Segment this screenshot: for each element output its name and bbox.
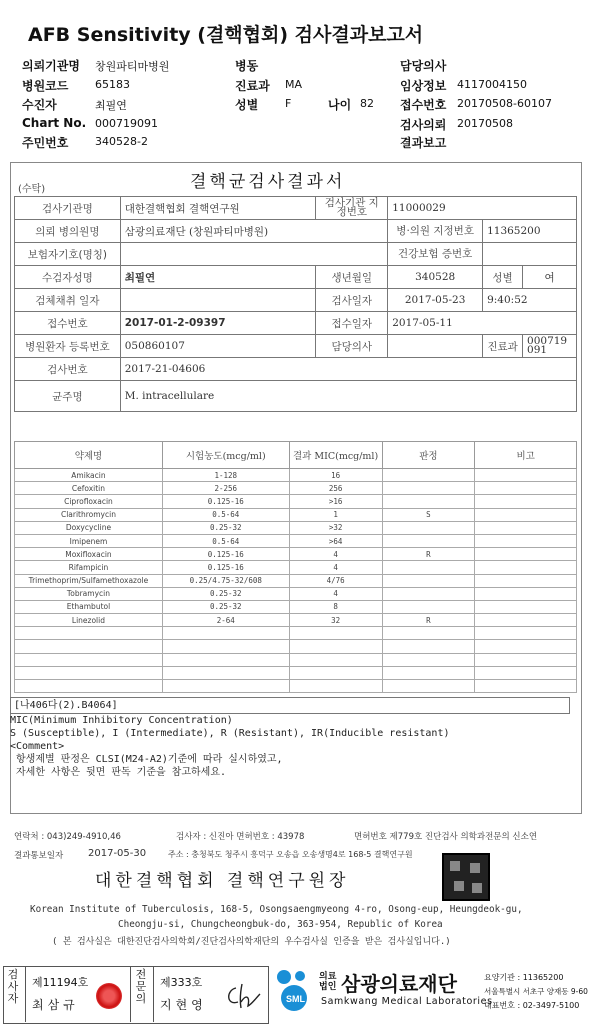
- test-concentration: [162, 627, 289, 640]
- header-drug: 약제명: [15, 442, 163, 469]
- code-value: 65183: [95, 78, 130, 91]
- susceptibility-table: [14, 441, 577, 693]
- receipt-no-label: 접수번호: [15, 312, 121, 335]
- interpretation: R: [382, 548, 475, 561]
- remarks: [475, 614, 577, 627]
- test-concentration: [162, 653, 289, 666]
- mic-result: [289, 627, 382, 640]
- sml-logo-text: SML: [286, 994, 305, 1004]
- test-concentration: 0.125-16: [162, 561, 289, 574]
- dept-value: MA: [285, 78, 303, 91]
- table-row: [15, 653, 577, 666]
- sex-cell-label: 성별: [483, 266, 523, 289]
- collect-label: 검체채취 일자: [15, 289, 121, 312]
- chart-label: Chart No.: [22, 116, 87, 130]
- age-value: 82: [360, 97, 374, 110]
- table-row: [15, 469, 577, 482]
- drug-name: Ethambutol: [15, 600, 163, 613]
- remarks: [475, 574, 577, 587]
- test-concentration: 0.5-64: [162, 534, 289, 547]
- remarks: [475, 534, 577, 547]
- test-no-label: 검사번호: [15, 358, 121, 381]
- header-interpretation: 판정: [382, 442, 475, 469]
- interpretation: [382, 666, 475, 679]
- hospital-value: 창원파티마병원: [95, 60, 170, 73]
- report-title: AFB Sensitivity (결핵협회) 검사결과보고서: [28, 24, 424, 46]
- insured-label: 보험자기호(명칭): [15, 243, 121, 266]
- interpretation: [382, 653, 475, 666]
- request-value: 20170508: [457, 117, 513, 130]
- interpretation: [382, 600, 475, 613]
- lab-desig-label: 검사기관 지정번호: [316, 197, 388, 220]
- mic-result: 4: [289, 561, 382, 574]
- notes-block: [10, 697, 562, 779]
- drug-name: Doxycycline: [15, 521, 163, 534]
- mic-result: >16: [289, 495, 382, 508]
- test-concentration: 0.25-32: [162, 587, 289, 600]
- header-mic: 결과 MIC(mcg/ml): [289, 442, 382, 469]
- table-row: [15, 680, 577, 693]
- drug-name: Imipenem: [15, 534, 163, 547]
- organism-value: M. intracellulare: [120, 381, 576, 412]
- hospital-label: 의뢰기관명: [22, 59, 80, 73]
- clinical-label: 임상정보: [400, 79, 447, 93]
- org-phone: 대표번호 : 02-3497-5100: [484, 1001, 580, 1010]
- interpretation: [382, 561, 475, 574]
- test-concentration: 0.25-32: [162, 600, 289, 613]
- patient-value: 최필연: [95, 99, 127, 112]
- reg-label: 병원환자 등록번호: [15, 335, 121, 358]
- drug-name: Clarithromycin: [15, 508, 163, 521]
- patient-label: 수진자: [22, 98, 57, 112]
- interpretation: [382, 574, 475, 587]
- mic-result: 1: [289, 508, 382, 521]
- age-label: 나이: [328, 98, 352, 112]
- receipt-value: 20170508-60107: [457, 97, 552, 110]
- receipt-no-value: 2017-01-2-09397: [120, 312, 316, 335]
- chart-value: 000719091: [95, 117, 158, 130]
- drug-name: Trimethoprim/Sulfamethoxazole: [15, 574, 163, 587]
- test-date-value: 2017-05-23: [388, 289, 483, 312]
- request-label: 검사의뢰: [400, 118, 447, 132]
- table-row: [15, 548, 577, 561]
- organism-label: 균주명: [15, 381, 121, 412]
- examiner-name: 최삼규: [32, 998, 79, 1012]
- table-row: [15, 482, 577, 495]
- test-date-label: 검사일자: [316, 289, 388, 312]
- drug-name: [15, 680, 163, 693]
- test-concentration: [162, 666, 289, 679]
- remarks: [475, 600, 577, 613]
- signature-image: [222, 980, 262, 1012]
- org-inst-code: 요양기관 : 11365200: [484, 973, 564, 982]
- contact-text: 연락처 : 043)249-4910,46: [14, 832, 121, 842]
- patient-info-table: [14, 196, 577, 412]
- org-name: 삼광의료재단: [341, 972, 457, 996]
- examiner-text: 검사자 : 신진아 면허번호 : 43978: [176, 832, 305, 842]
- lab-inst-label: 검사기관명: [15, 197, 121, 220]
- mic-result: [289, 666, 382, 679]
- ref-hosp-value: 삼광의료재단 (창원파티마병원): [120, 220, 387, 243]
- drug-name: [15, 666, 163, 679]
- dob-label: 생년월일: [316, 266, 388, 289]
- interpretation: [382, 482, 475, 495]
- table-row: [15, 587, 577, 600]
- drug-name: Cefoxitin: [15, 482, 163, 495]
- institute-address-en-1: Korean Institute of Tuberculosis, 168-5, Osongsaengmyeong 4-ro, Osong-eup, Heungdeok-gu,: [30, 904, 523, 915]
- mic-result: 32: [289, 614, 382, 627]
- notes-code: [나406다(2).B4064]: [10, 697, 570, 714]
- org-type: 의료 법인: [319, 972, 337, 992]
- drug-name: Amikacin: [15, 469, 163, 482]
- clinical-value: 4117004150: [457, 78, 527, 91]
- remarks: [475, 508, 577, 521]
- reg-value: 050860107: [120, 335, 316, 358]
- mic-result: >32: [289, 521, 382, 534]
- official-seal-stamp: [442, 853, 490, 901]
- rrn-label: 주민번호: [22, 136, 69, 150]
- report-label: 결과보고: [400, 136, 447, 150]
- sex-value: F: [285, 97, 292, 110]
- remarks: [475, 653, 577, 666]
- dob-value: 340528: [388, 266, 483, 289]
- remarks: [475, 680, 577, 693]
- interpretation: [382, 521, 475, 534]
- table-row: [15, 640, 577, 653]
- notes-comment-2: 자세한 사항은 뒷면 판독 기준을 참고하세요.: [16, 767, 227, 778]
- drug-name: Linezolid: [15, 614, 163, 627]
- notes-comment-1: 항생제별 판정은 CLSI(M24-A2)기준에 따라 실시하였고,: [16, 754, 283, 765]
- test-concentration: 0.5-64: [162, 508, 289, 521]
- org-name-en: Samkwang Medical Laboratories: [321, 996, 493, 1007]
- remarks: [475, 561, 577, 574]
- remarks: [475, 495, 577, 508]
- interpretation: [382, 680, 475, 693]
- mic-result: [289, 680, 382, 693]
- sex-label: 성별: [235, 98, 259, 112]
- ref-desig-value: 11365200: [483, 220, 577, 243]
- institute-name-kr: 대한결핵협회 결핵연구원장: [95, 871, 350, 891]
- mic-result: 4: [289, 587, 382, 600]
- test-time-value: 9:40:52: [483, 289, 577, 312]
- mic-result: [289, 653, 382, 666]
- interpretation: [382, 495, 475, 508]
- lab-inst-value: 대한결핵협회 결핵연구원: [120, 197, 316, 220]
- remarks: [475, 627, 577, 640]
- confirm-vertical-label: 전문의: [135, 968, 147, 1005]
- license-text: 면허번호 제779호 진단검사 의학과전문의 신소연: [354, 832, 538, 842]
- notes-comment-label: <Comment>: [10, 741, 65, 752]
- remarks: [475, 548, 577, 561]
- drug-name: Ciprofloxacin: [15, 495, 163, 508]
- test-concentration: 0.125-16: [162, 548, 289, 561]
- mic-result: 8: [289, 600, 382, 613]
- dept-label: 진료과: [235, 79, 270, 93]
- doctor-cell-label: 담당의사: [316, 335, 388, 358]
- test-concentration: 2-256: [162, 482, 289, 495]
- remarks: [475, 640, 577, 653]
- test-concentration: 0.125-16: [162, 495, 289, 508]
- table-row: [15, 627, 577, 640]
- header-concentration: 시험농도(mcg/ml): [162, 442, 289, 469]
- drug-name: [15, 653, 163, 666]
- interpretation: [382, 640, 475, 653]
- test-concentration: 2-64: [162, 614, 289, 627]
- examiner-license-no: 제11194호: [32, 976, 89, 989]
- consignment-tag: (수탁): [18, 184, 46, 195]
- rrn-value: 340528-2: [95, 135, 148, 148]
- interpretation: [382, 534, 475, 547]
- result-sheet-title: 결핵균검사결과서: [190, 172, 346, 192]
- dept-cell-label: 진료과: [483, 335, 523, 358]
- name-label: 수검자성명: [15, 266, 121, 289]
- drug-name: Moxifloxacin: [15, 548, 163, 561]
- receipt-date-label: 접수일자: [316, 312, 388, 335]
- institute-address-en-2: Cheongju-si, Chungcheongbuk-do, 363-954, Republic of Korea: [118, 919, 443, 930]
- lab-desig-value: 11000029: [388, 197, 577, 220]
- table-row: [15, 534, 577, 547]
- remarks: [475, 482, 577, 495]
- notice-date-label: 결과통보일자: [14, 851, 64, 861]
- drug-name: Rifampicin: [15, 561, 163, 574]
- mic-result: >64: [289, 534, 382, 547]
- table-row: [15, 508, 577, 521]
- table-row: [15, 495, 577, 508]
- examiner-stamp: [96, 983, 122, 1009]
- interpretation: [382, 627, 475, 640]
- sml-logo-icon: [272, 968, 316, 1012]
- table-row: [15, 600, 577, 613]
- doctor-label: 담당의사: [400, 59, 447, 73]
- org-address: 서울특별시 서초구 양재동 9-60: [484, 987, 588, 996]
- table-row: [15, 574, 577, 587]
- test-no-value: 2017-21-04606: [120, 358, 576, 381]
- mic-result: 16: [289, 469, 382, 482]
- dept-cell-value: 000719091: [523, 335, 577, 358]
- remarks: [475, 521, 577, 534]
- ref-hosp-label: 의뢰 병의원명: [15, 220, 121, 243]
- remarks: [475, 469, 577, 482]
- table-row: [15, 614, 577, 627]
- table-row: [15, 666, 577, 679]
- mic-result: [289, 640, 382, 653]
- notes-mic: MIC(Minimum Inhibitory Concentration): [10, 715, 233, 726]
- header-remarks: 비고: [475, 442, 577, 469]
- sex-cell-value: 여: [523, 266, 577, 289]
- drug-name: [15, 627, 163, 640]
- interpretation: S: [382, 508, 475, 521]
- test-concentration: 0.25-32: [162, 521, 289, 534]
- test-concentration: [162, 680, 289, 693]
- notes-interpretation: S (Susceptible), I (Intermediate), R (Resistant), IR(Inducible resistant): [10, 728, 450, 739]
- mic-result: 256: [289, 482, 382, 495]
- address-kr: 주소 : 충청북도 청주시 흥덕구 오송읍 오송생명4로 168-5 결핵연구원: [168, 850, 413, 859]
- ward-label: 병동: [235, 59, 259, 73]
- name-value: 최필연: [120, 266, 316, 289]
- test-concentration: 1-128: [162, 469, 289, 482]
- table-row: [15, 561, 577, 574]
- confirm-license-no: 제333호: [160, 976, 203, 989]
- receipt-label: 접수번호: [400, 98, 447, 112]
- test-concentration: [162, 640, 289, 653]
- ref-desig-label: 병·의원 지정번호: [388, 220, 483, 243]
- mic-result: 4: [289, 548, 382, 561]
- remarks: [475, 587, 577, 600]
- drug-name: Tobramycin: [15, 587, 163, 600]
- interpretation: [382, 469, 475, 482]
- remarks: [475, 666, 577, 679]
- receipt-date-value: 2017-05-11: [388, 312, 577, 335]
- interpretation: R: [382, 614, 475, 627]
- drug-name: [15, 640, 163, 653]
- certification-note: ( 본 검사실은 대한진단검사의학회/진단검사의학재단의 우수검사실 인증을 받은 검사실입니다.): [52, 937, 451, 947]
- interpretation: [382, 587, 475, 600]
- code-label: 병원코드: [22, 79, 69, 93]
- table-row: [15, 521, 577, 534]
- notice-date-value: 2017-05-30: [88, 848, 147, 859]
- examiner-vertical-label: 검사자: [7, 968, 19, 1005]
- mic-result: 4/76: [289, 574, 382, 587]
- checkup-label: 건강보험 증번호: [388, 243, 483, 266]
- confirm-name: 지현영: [160, 998, 207, 1012]
- test-concentration: 0.25/4.75-32/608: [162, 574, 289, 587]
